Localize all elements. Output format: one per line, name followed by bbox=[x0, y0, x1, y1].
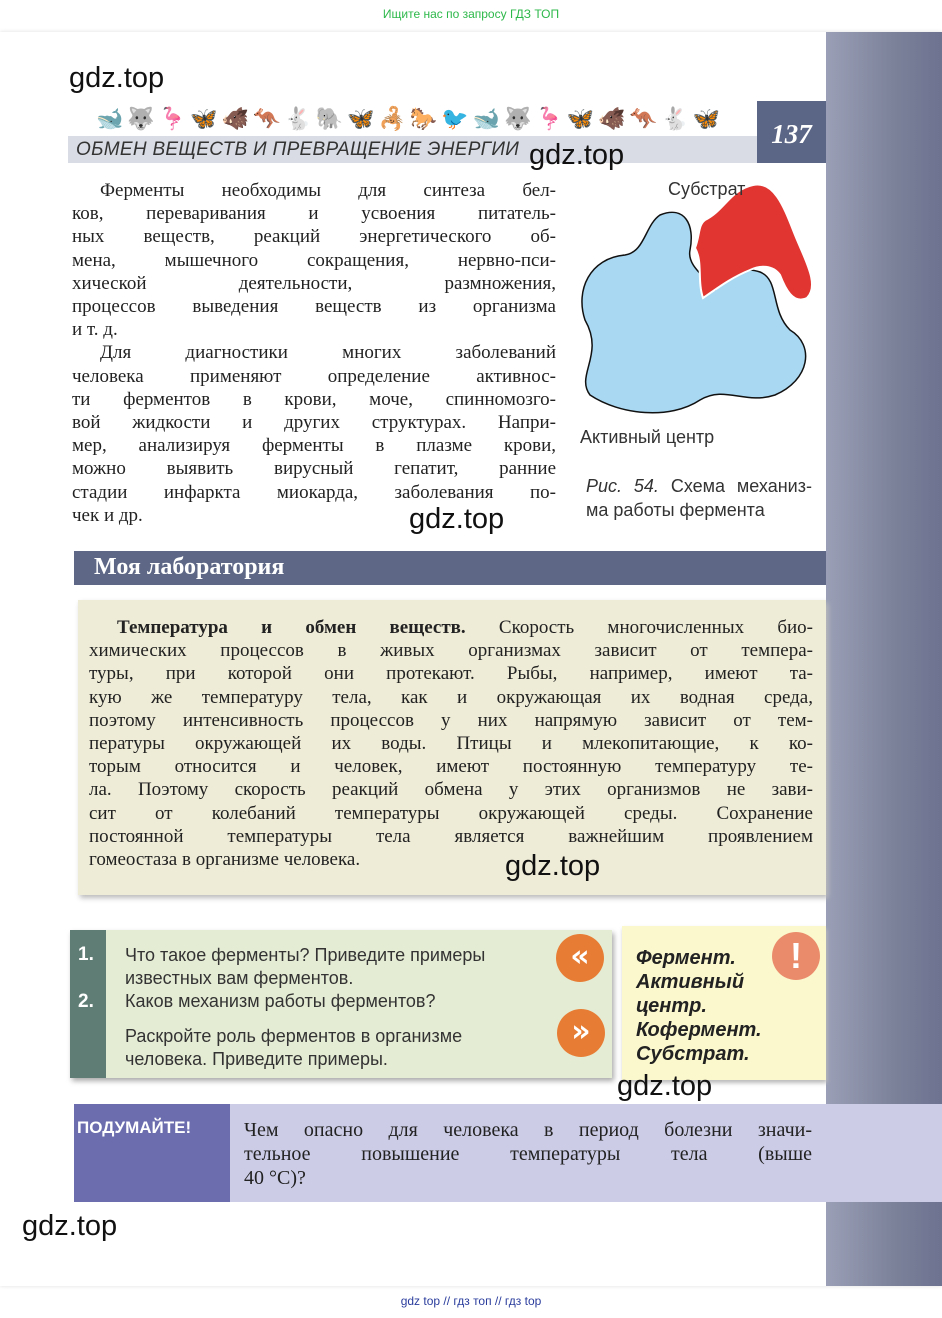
body-line: мер, анализируя ферменты в плазме крови, bbox=[72, 435, 556, 457]
body-line: стадии инфаркта миокарда, заболевания по- bbox=[72, 481, 556, 503]
lab-line: пературы окружающей их воды. Птицы и млекопитающие, к ко- bbox=[89, 733, 813, 755]
chapter-header bbox=[68, 136, 758, 163]
question-2: Каков механизм работы ферментов? bbox=[125, 991, 436, 1011]
question-1: Что такое ферменты? Приведите примеры известных вам ферментов. bbox=[125, 945, 486, 988]
watermark: gdz.top bbox=[505, 850, 601, 882]
lab-line: поэтому интенсивность процессов у них напрямую зависит от тем- bbox=[89, 709, 813, 731]
body-line: процессов выведения веществ из организма bbox=[72, 296, 556, 318]
exclamation-icon: ! bbox=[772, 932, 820, 980]
body-line: можно выявить вирусный гепатит, ранние bbox=[72, 458, 556, 480]
body-line: Для диагностики многих заболеваний bbox=[100, 342, 556, 364]
lab-line: ла. Поэтому скорость реакций обмена у этих организмов не зави- bbox=[89, 779, 813, 801]
body-line: человека применяют определение активнос- bbox=[72, 365, 556, 387]
top-note: Ищите нас по запросу ГДЗ ТОП bbox=[382, 7, 560, 21]
page-edge-strip bbox=[826, 32, 942, 1286]
body-text bbox=[72, 179, 556, 527]
lab-line: туры, при которой они протекают. Рыбы, например, имеют та- bbox=[89, 663, 813, 685]
watermark: gdz.top bbox=[617, 1070, 713, 1102]
lab-line: кую же температуру тела, как и окружающая их водная среда, bbox=[89, 686, 813, 708]
body-line: чек и др. bbox=[72, 504, 143, 526]
lab-line: химических процессов в живых организмах зависит от темпера- bbox=[89, 640, 813, 662]
body-line: вой жидкости и других структурах. Напри- bbox=[72, 412, 556, 434]
question-number: 1. bbox=[78, 944, 94, 965]
lab-line: постоянной температуры тела является важнейшим проявлением bbox=[89, 825, 813, 847]
lab-line-text: Скорость многочисленных био- bbox=[465, 617, 814, 638]
lab-line: сит от колебаний температуры окружающей среды. Сохранение bbox=[89, 802, 813, 824]
lab-section-header bbox=[74, 551, 826, 585]
caption-line: ма работы фермента bbox=[586, 500, 765, 520]
watermark: gdz.top bbox=[22, 1210, 118, 1242]
key-terms: Фермент. Активный центр. Кофермент. Субстрат. bbox=[636, 947, 762, 1065]
body-line: и т. д. bbox=[72, 319, 118, 341]
rewind-icon: « bbox=[556, 934, 604, 982]
lab-lead: Температура и обмен веществ. bbox=[117, 617, 466, 638]
body-line: хической деятельности, размножения, bbox=[72, 272, 556, 294]
label-substrate: Субстрат bbox=[668, 179, 746, 199]
caption-line: Схема механиз- bbox=[670, 476, 812, 496]
lab-text bbox=[89, 616, 813, 871]
page-number: 137 bbox=[757, 101, 826, 163]
body-line: ных веществ, реакций энергетического об- bbox=[72, 226, 556, 248]
animal-silhouettes-decoration: 🐋🐺🦩🦋🐗🦘🐇🐘🦋🦂🐎🐦🐋🐺🦩🦋🐗🦘🐇🦋 bbox=[96, 106, 724, 131]
question-number: 2. bbox=[78, 991, 94, 1012]
body-line: ти ферментов в крови, моче, спинномозго- bbox=[72, 388, 556, 410]
task-3: Раскройте роль ферментов в организме человека. Приведите примеры. bbox=[125, 1026, 463, 1069]
lab-line bbox=[89, 616, 813, 639]
watermark: gdz.top bbox=[409, 503, 505, 535]
fast-forward-icon: » bbox=[557, 1009, 605, 1057]
bottom-note: gdz top // гдз топ // гдз top bbox=[400, 1294, 542, 1308]
think-text: Чем опасно для человека в период болезни значи- тельное повышение температуры тела (выше 40 °C)? bbox=[244, 1119, 812, 1189]
body-line: мена, мышечного сокращения, нервно-пси- bbox=[72, 249, 556, 271]
figure-caption bbox=[586, 474, 812, 522]
body-line: ков, переваривания и усвоения питатель- bbox=[72, 203, 556, 225]
label-active-center: Активный центр bbox=[580, 427, 715, 447]
think-label: ПОДУМАЙТЕ! bbox=[77, 1118, 192, 1137]
watermark: gdz.top bbox=[69, 62, 165, 94]
lab-line: гомеостаза в организме человека. bbox=[89, 849, 361, 871]
caption-number: Рис. 54. bbox=[586, 476, 659, 496]
lab-title: Моя лаборатория bbox=[94, 554, 285, 580]
enzyme-diagram bbox=[575, 180, 825, 430]
watermark: gdz.top bbox=[529, 139, 625, 171]
lab-line: торым относится и человек, имеют постоянную температуру те- bbox=[89, 756, 813, 778]
think-label-box bbox=[74, 1104, 230, 1202]
body-line: Ферменты необходимы для синтеза бел- bbox=[100, 180, 556, 201]
chapter-title: ОБМЕН ВЕЩЕСТВ И ПРЕВРАЩЕНИЕ ЭНЕРГИИ bbox=[76, 139, 520, 160]
